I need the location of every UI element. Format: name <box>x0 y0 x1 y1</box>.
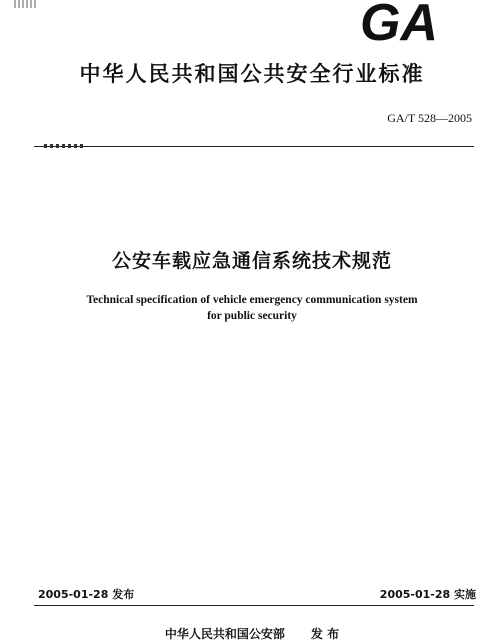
english-title-line-2: for public security <box>207 310 297 322</box>
standard-code: GA/T 528—2005 <box>387 111 472 125</box>
issuer-line <box>0 625 504 642</box>
bottom-divider <box>34 605 474 606</box>
english-title-line-1: Technical specification of vehicle emergency communication system <box>86 294 418 306</box>
ga-logo <box>340 0 458 44</box>
top-divider <box>34 146 474 147</box>
issuer-action: 发 布 <box>310 627 340 641</box>
document-title-english <box>0 292 504 324</box>
effective-date: 2005-01-28 实施 <box>379 588 476 601</box>
ga-logo-text: GA <box>360 0 438 44</box>
issue-date: 2005-01-28 发布 <box>38 588 135 601</box>
issuer-name: 中华人民共和国公安部 <box>164 627 285 641</box>
standard-category-title: 中华人民共和国公共安全行业标准 <box>79 62 425 86</box>
document-title-chinese: 公安车载应急通信系统技术规范 <box>111 250 392 272</box>
scan-artifact <box>14 0 36 8</box>
divider-marks <box>44 144 84 148</box>
